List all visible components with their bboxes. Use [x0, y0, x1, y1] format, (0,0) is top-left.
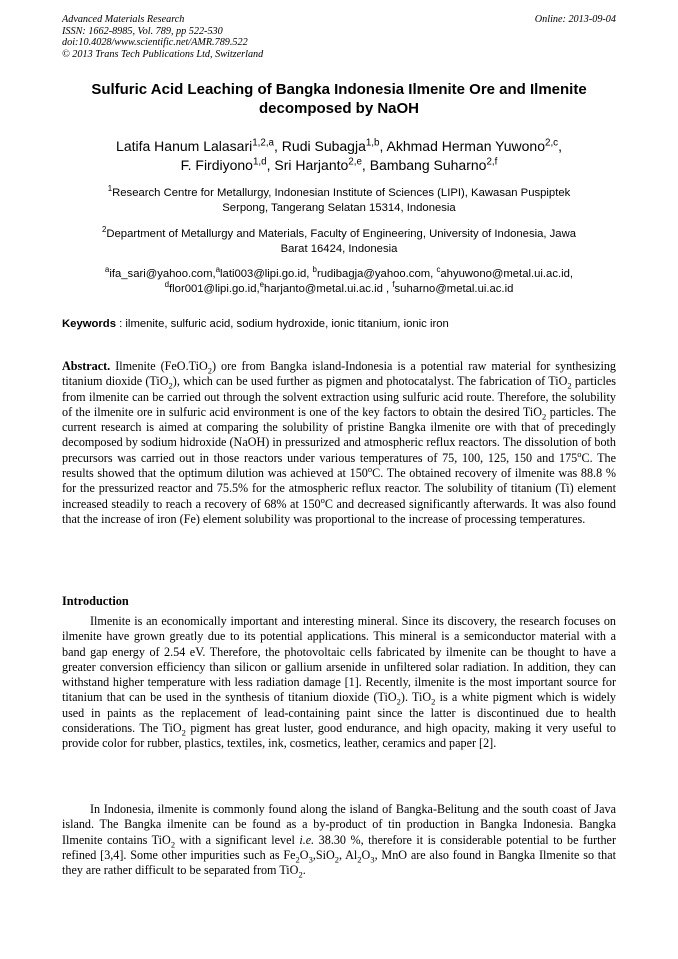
intro-paragraph-2 — [62, 802, 616, 878]
abstract-text: C and decreased significantly afterwards. It was also found that the increase of iron (Fe) element solubility was proportional to the increase of processing temperatures. — [62, 496, 616, 526]
author-sup: 2,c — [545, 137, 559, 149]
email-link[interactable]: rudibagja@yahoo.com — [316, 268, 431, 280]
subscript: 2 — [431, 696, 436, 707]
author-name: Sri Harjanto — [274, 157, 349, 173]
issn-line: ISSN: 1662-8985, Vol. 789, pp 522-530 — [62, 25, 223, 37]
email-sup: a — [104, 265, 110, 275]
intro-text: , MnO are also found in Bangka Ilmenite so that they are rather difficult to be separated from TiO — [62, 847, 617, 878]
subscript: 2 — [396, 696, 401, 707]
email-sup: e — [259, 280, 265, 290]
abstract-text: ) ore from Bangka island-Indonesia is a potential raw material for synthesizing titanium dioxide (TiO — [62, 359, 617, 389]
journal-name: Advanced Materials Research — [62, 14, 185, 25]
intro-paragraph-1 — [62, 614, 616, 752]
affiliation-1 — [70, 186, 608, 216]
email-link[interactable]: ifa_sari@yahoo.com — [109, 268, 213, 280]
journal-header — [62, 14, 616, 60]
superscript: o — [367, 464, 373, 475]
email-sup: a — [215, 265, 221, 275]
email-list: $^a$ifa_sari@yahoo.com,$^a$lati003@lipi.go.id, $^b$rudibagja@yahoo.com, $^c$ahyuwono@metal.ui.ac.id, $^d$flor001@lipi.go.id,$^e$harjanto@metal.ui.ac.id , $^f$suharno@metal.ui.ac.id — [104, 265, 574, 295]
copyright-line: © 2013 Trans Tech Publications Ltd, Switzerland — [62, 48, 264, 60]
abstract-text: C. The obtained recovery of ilmenite was 88.8 % for the pressurized reactor and 75.5% for the atmospheric reflux reactor. The solubility of titanium (Ti) element increased steadily to reach a recovery of 68% at 150 — [62, 466, 616, 511]
author-name: F. Firdiyono — [180, 157, 253, 173]
subscript: 2 — [170, 839, 176, 850]
affiliation-2 — [70, 227, 608, 257]
intro-text: 38.30 %, therefore it is considerable potential to be further refined [3,4]. Some other impurities such as Fe — [62, 832, 616, 862]
email-sup: c — [436, 265, 441, 275]
intro-text-italic: i.e. — [299, 832, 315, 847]
intro-text: , Al — [339, 847, 358, 862]
affiliation-sup: 2 — [101, 225, 107, 235]
abstract-text: ), which can be used further as pigmen and photocatalyst. The fabrication of TiO — [172, 374, 568, 389]
affiliation-line: Research Centre for Metallurgy, Indonesian Institute of Sciences (LIPI), Kawasan Puspiptek — [112, 187, 571, 199]
subscript: 2 — [207, 365, 212, 376]
author-sup: 2,e — [348, 156, 362, 168]
intro-text: pigment has great luster, good endurance, and high opacity, making it very useful to provide color for rubber, plastics, textiles, ink, cosmetics, leather, ceramics and paper [2]. — [62, 721, 616, 751]
authors-line-2: F. Firdiyono$^{1,d}$, Sri Harjanto$^{2,e}$, Bambang Suharno$^{2,f}$ — [180, 156, 498, 173]
intro-text: . — [302, 863, 306, 878]
author-list — [62, 137, 616, 175]
intro-text: In Indonesia, ilmenite is commonly found along the island of Bangka-Belitung and the south coast of Java island. The Bangka ilmenite can be found as a by-product of tin production in Bangka Indonesia. Bangka Ilmenite contains TiO — [62, 802, 616, 847]
subscript: 3 — [308, 854, 313, 865]
author-name: Akhmad Herman Yuwono — [386, 138, 545, 154]
keywords-line: Keywords : ilmenite, sulfuric acid, sodium hydroxide, ionic titanium, ionic iron — [62, 318, 449, 330]
paper-title — [62, 80, 616, 118]
section-heading-introduction: Introduction — [62, 594, 129, 608]
subscript: 2 — [295, 854, 300, 865]
keywords-label: Keywords — [62, 318, 116, 330]
email-sup: b — [312, 265, 317, 275]
subscript: 2 — [357, 854, 362, 865]
affiliation-sup: 1 — [107, 184, 113, 194]
email-sup: d — [164, 280, 170, 290]
intro-text: is a white pigment which is widely used in paints as the replacement of lead-containing paint since the latter is discontinued due to health considerations. The TiO — [62, 690, 616, 736]
author-name: Bambang Suharno — [369, 157, 487, 173]
email-link[interactable]: ahyuwono@metal.ui.ac.id — [440, 268, 570, 280]
affiliation-line: Department of Metallurgy and Materials, Faculty of Engineering, University of Indonesia, Jawa — [106, 228, 577, 240]
abstract-text: C. The results showed that the optimum dilution was achieved at 150 — [62, 450, 616, 481]
author-sup: 1,b — [365, 137, 380, 149]
abstract-text: particles from ilmenite can be carried out through the solvent extraction using sulfuric acid route. Therefore, the solubility of the ilmenite ore in sulfuric acid environment is one of the key factors to obtain the desired TiO — [62, 374, 616, 419]
subscript: 2 — [168, 380, 173, 391]
keywords-text: ilmenite, sulfuric acid, sodium hydroxide, ionic titanium, ionic iron — [125, 318, 449, 330]
subscript: 3 — [370, 854, 375, 865]
affiliation-line: Barat 16424, Indonesia — [280, 242, 398, 255]
email-link[interactable]: harjanto@metal.ui.ac.id — [264, 282, 383, 295]
author-sup: 2,f — [486, 156, 498, 168]
superscript: o — [320, 494, 325, 505]
email-link[interactable]: suharno@metal.ui.ac.id — [394, 282, 514, 295]
author-name: Rudi Subagja — [281, 138, 366, 154]
intro-text: O — [299, 847, 309, 862]
subscript: 2 — [181, 727, 186, 738]
subscript: 2 — [298, 869, 303, 880]
online-date: Online: 2013-09-04 — [534, 14, 616, 25]
title-line-2: decomposed by NaOH — [258, 100, 420, 117]
abstract-label: Abstract. — [62, 359, 111, 373]
author-sup: 1,2,a — [252, 137, 275, 149]
intro-text: ). TiO — [400, 690, 432, 705]
doi-line[interactable]: doi:10.4028/www.scientific.net/AMR.789.522 — [62, 37, 248, 49]
abstract-text: particles. The current research is aimed at comparing the solubility of pristine Bangka ilmenite ore with that of precedingly decomposed by sodium hidroxide (NaOH) in pressurized and atmospheric reflux reactors. The dissolution of both precursors was carried out in those reactors under various temperatures of 75, 100, 125, 150 and 175 — [62, 404, 616, 465]
email-link[interactable]: flor001@lipi.go.id — [169, 282, 257, 295]
abstract-text: Ilmenite (FeO.TiO — [110, 359, 208, 373]
authors-line-1: Latifa Hanum Lalasari$^{1,2,a}$, Rudi Subagja$^{1,b}$, Akhmad Herman Yuwono$^{2,c}$, — [116, 137, 562, 154]
superscript: o — [577, 448, 582, 459]
subscript: 2 — [334, 854, 339, 865]
subscript: 2 — [542, 411, 547, 422]
author-sup: 1,d — [252, 156, 267, 168]
intro-text: with a significant level — [175, 832, 300, 847]
affiliation-line: Serpong, Tangerang Selatan 15314, Indonesia — [222, 201, 456, 214]
intro-text: Ilmenite is an economically important and interesting mineral. Since its discovery, the research focuses on ilmenite have grown greatly due to its potential applications. This mineral is a semiconductor material with a band gap energy of 2.54 eV. Therefore, the photovoltaic cells fabricated by ilmenite can be thought to have a greater conversion efficiency than silicon or gallium arsenide in unfiltered solar radiation. In addition, they can withstand higher temperature with less radiation damage [1]. Recently, ilmenite is the most important source for titanium that can be used in the synthesis of titanium dioxide (TiO — [62, 614, 616, 705]
email-link[interactable]: lati003@lipi.go.id — [220, 268, 307, 280]
title-line-1: Sulfuric Acid Leaching of Bangka Indonesia Ilmenite Ore and Ilmenite — [91, 81, 587, 98]
intro-text: ,SiO — [312, 847, 335, 862]
email-sup: f — [392, 280, 395, 290]
abstract — [62, 359, 616, 527]
intro-text: O — [361, 847, 371, 862]
author-name: Latifa Hanum Lalasari — [116, 138, 253, 154]
subscript: 2 — [567, 380, 572, 391]
